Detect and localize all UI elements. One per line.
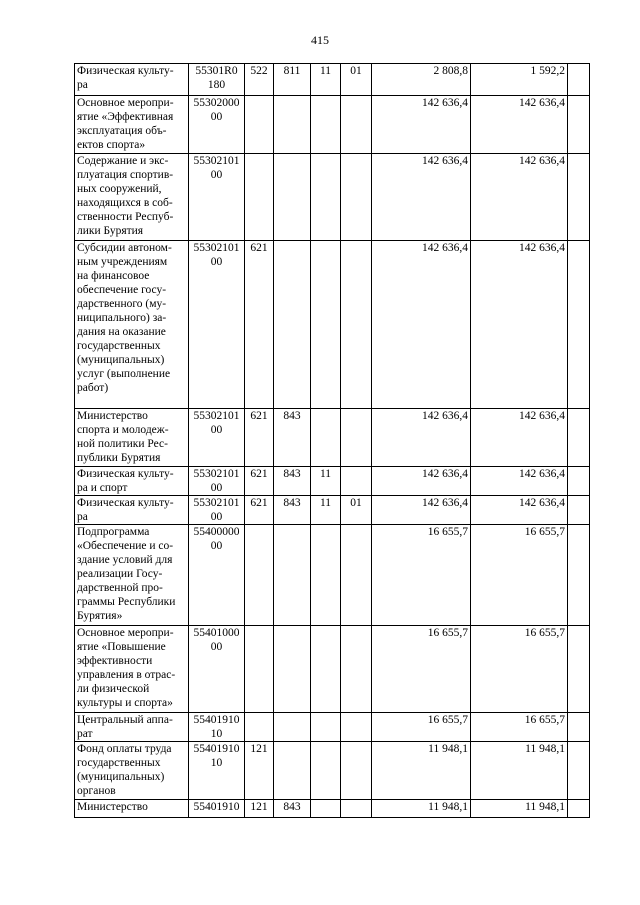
row-name-cell: Министерство <box>75 800 189 818</box>
row-name-cell: Содержание и экс- плуатация спортив- ных сооружений, находящихся в соб- ственности Респуб- лики Бурятия <box>75 154 189 241</box>
row-name-cell: Подпрограмма «Обеспечение и со- здание условий для реализации Госу- дарственной про- граммы Республики Бурятия» <box>75 525 189 626</box>
row-vr-cell: 621 <box>245 467 274 496</box>
row-name-cell: Субсидии автоном- ным учреждениям на финансовое обеспечение госу- дарственного (му- ниципального) за- дания на оказание государственных (муниципальных) услуг (выполнение работ) <box>75 241 189 409</box>
row-code-cell: 55302101 00 <box>189 467 245 496</box>
row-code-cell: 55302101 00 <box>189 409 245 467</box>
row-vr-cell <box>245 713 274 742</box>
row-ved-cell: 843 <box>274 496 311 525</box>
row-rz-cell <box>311 713 341 742</box>
row-sum1-cell: 142 636,4 <box>372 467 471 496</box>
row-empty-cell <box>568 626 590 713</box>
row-empty-cell <box>568 241 590 409</box>
table-row <box>75 525 590 626</box>
table-row <box>75 800 590 818</box>
row-code-cell: 55401910 10 <box>189 713 245 742</box>
row-code-cell: 55302101 00 <box>189 496 245 525</box>
row-sum2-cell: 142 636,4 <box>471 496 568 525</box>
row-rz-cell: 11 <box>311 467 341 496</box>
row-empty-cell <box>568 800 590 818</box>
row-sum2-cell: 142 636,4 <box>471 154 568 241</box>
row-sum2-cell: 142 636,4 <box>471 241 568 409</box>
row-pr-cell: 01 <box>341 496 372 525</box>
row-empty-cell <box>568 496 590 525</box>
row-vr-cell: 621 <box>245 241 274 409</box>
row-rz-cell <box>311 525 341 626</box>
row-sum1-cell: 142 636,4 <box>372 96 471 154</box>
row-rz-cell <box>311 409 341 467</box>
page-number: 415 <box>311 33 329 47</box>
row-pr-cell <box>341 800 372 818</box>
row-sum2-cell: 142 636,4 <box>471 467 568 496</box>
row-sum2-cell: 16 655,7 <box>471 626 568 713</box>
row-vr-cell: 621 <box>245 496 274 525</box>
row-pr-cell <box>341 713 372 742</box>
row-ved-cell <box>274 96 311 154</box>
row-pr-cell <box>341 525 372 626</box>
row-ved-cell: 843 <box>274 467 311 496</box>
table-row <box>75 64 590 96</box>
row-code-cell: 55401910 <box>189 800 245 818</box>
row-ved-cell <box>274 241 311 409</box>
row-pr-cell <box>341 154 372 241</box>
row-code-cell: 55400000 00 <box>189 525 245 626</box>
row-empty-cell <box>568 713 590 742</box>
row-rz-cell: 11 <box>311 64 341 96</box>
row-code-cell: 55401000 00 <box>189 626 245 713</box>
row-name-cell: Физическая культу- ра <box>75 496 189 525</box>
row-sum2-cell: 16 655,7 <box>471 713 568 742</box>
row-code-cell: 55302000 00 <box>189 96 245 154</box>
row-sum2-cell: 142 636,4 <box>471 409 568 467</box>
row-sum1-cell: 11 948,1 <box>372 742 471 800</box>
row-sum1-cell: 16 655,7 <box>372 525 471 626</box>
row-sum2-cell: 11 948,1 <box>471 800 568 818</box>
row-sum1-cell: 142 636,4 <box>372 241 471 409</box>
row-sum1-cell: 2 808,8 <box>372 64 471 96</box>
row-ved-cell <box>274 525 311 626</box>
row-sum2-cell: 16 655,7 <box>471 525 568 626</box>
row-empty-cell <box>568 154 590 241</box>
row-ved-cell: 843 <box>274 800 311 818</box>
row-ved-cell <box>274 713 311 742</box>
row-code-cell: 55302101 00 <box>189 241 245 409</box>
row-empty-cell <box>568 409 590 467</box>
row-sum1-cell: 11 948,1 <box>372 800 471 818</box>
table-row <box>75 241 590 409</box>
row-rz-cell <box>311 742 341 800</box>
row-rz-cell <box>311 241 341 409</box>
row-sum1-cell: 16 655,7 <box>372 626 471 713</box>
table-row <box>75 467 590 496</box>
row-vr-cell <box>245 525 274 626</box>
table-body <box>75 64 590 818</box>
row-pr-cell <box>341 96 372 154</box>
table-row <box>75 713 590 742</box>
row-rz-cell: 11 <box>311 496 341 525</box>
row-sum2-cell: 1 592,2 <box>471 64 568 96</box>
row-ved-cell: 811 <box>274 64 311 96</box>
row-empty-cell <box>568 467 590 496</box>
row-name-cell: Физическая культу- ра и спорт <box>75 467 189 496</box>
row-vr-cell: 621 <box>245 409 274 467</box>
row-pr-cell <box>341 467 372 496</box>
row-rz-cell <box>311 800 341 818</box>
row-empty-cell <box>568 742 590 800</box>
table-row <box>75 626 590 713</box>
row-rz-cell <box>311 154 341 241</box>
row-code-cell: 55401910 10 <box>189 742 245 800</box>
row-pr-cell <box>341 241 372 409</box>
table-row <box>75 154 590 241</box>
table-row <box>75 96 590 154</box>
row-ved-cell: 843 <box>274 409 311 467</box>
table-row <box>75 496 590 525</box>
row-vr-cell: 121 <box>245 742 274 800</box>
row-sum1-cell: 16 655,7 <box>372 713 471 742</box>
row-code-cell: 55302101 00 <box>189 154 245 241</box>
row-empty-cell <box>568 525 590 626</box>
row-name-cell: Фонд оплаты труда государственных (муниципальных) органов <box>75 742 189 800</box>
row-rz-cell <box>311 626 341 713</box>
row-name-cell: Центральный аппа- рат <box>75 713 189 742</box>
row-pr-cell <box>341 742 372 800</box>
budget-table <box>74 63 590 818</box>
row-rz-cell <box>311 96 341 154</box>
row-sum1-cell: 142 636,4 <box>372 409 471 467</box>
row-name-cell: Физическая культу- ра <box>75 64 189 96</box>
row-name-cell: Основное меропри- ятие «Повышение эффективности управления в отрас- ли физической культуры и спорта» <box>75 626 189 713</box>
row-sum2-cell: 142 636,4 <box>471 96 568 154</box>
row-vr-cell: 522 <box>245 64 274 96</box>
row-empty-cell <box>568 96 590 154</box>
row-pr-cell: 01 <box>341 64 372 96</box>
row-empty-cell <box>568 64 590 96</box>
row-sum2-cell: 11 948,1 <box>471 742 568 800</box>
row-ved-cell <box>274 154 311 241</box>
row-code-cell: 55301R0 180 <box>189 64 245 96</box>
row-vr-cell <box>245 96 274 154</box>
row-name-cell: Основное меропри- ятие «Эффективная эксплуатация объ- ектов спорта» <box>75 96 189 154</box>
row-vr-cell <box>245 626 274 713</box>
row-pr-cell <box>341 409 372 467</box>
row-ved-cell <box>274 742 311 800</box>
row-vr-cell <box>245 154 274 241</box>
row-sum1-cell: 142 636,4 <box>372 154 471 241</box>
row-name-cell: Министерство спорта и молодеж- ной политики Рес- публики Бурятия <box>75 409 189 467</box>
row-ved-cell <box>274 626 311 713</box>
table-row <box>75 409 590 467</box>
row-vr-cell: 121 <box>245 800 274 818</box>
row-pr-cell <box>341 626 372 713</box>
table-row <box>75 742 590 800</box>
row-sum1-cell: 142 636,4 <box>372 496 471 525</box>
